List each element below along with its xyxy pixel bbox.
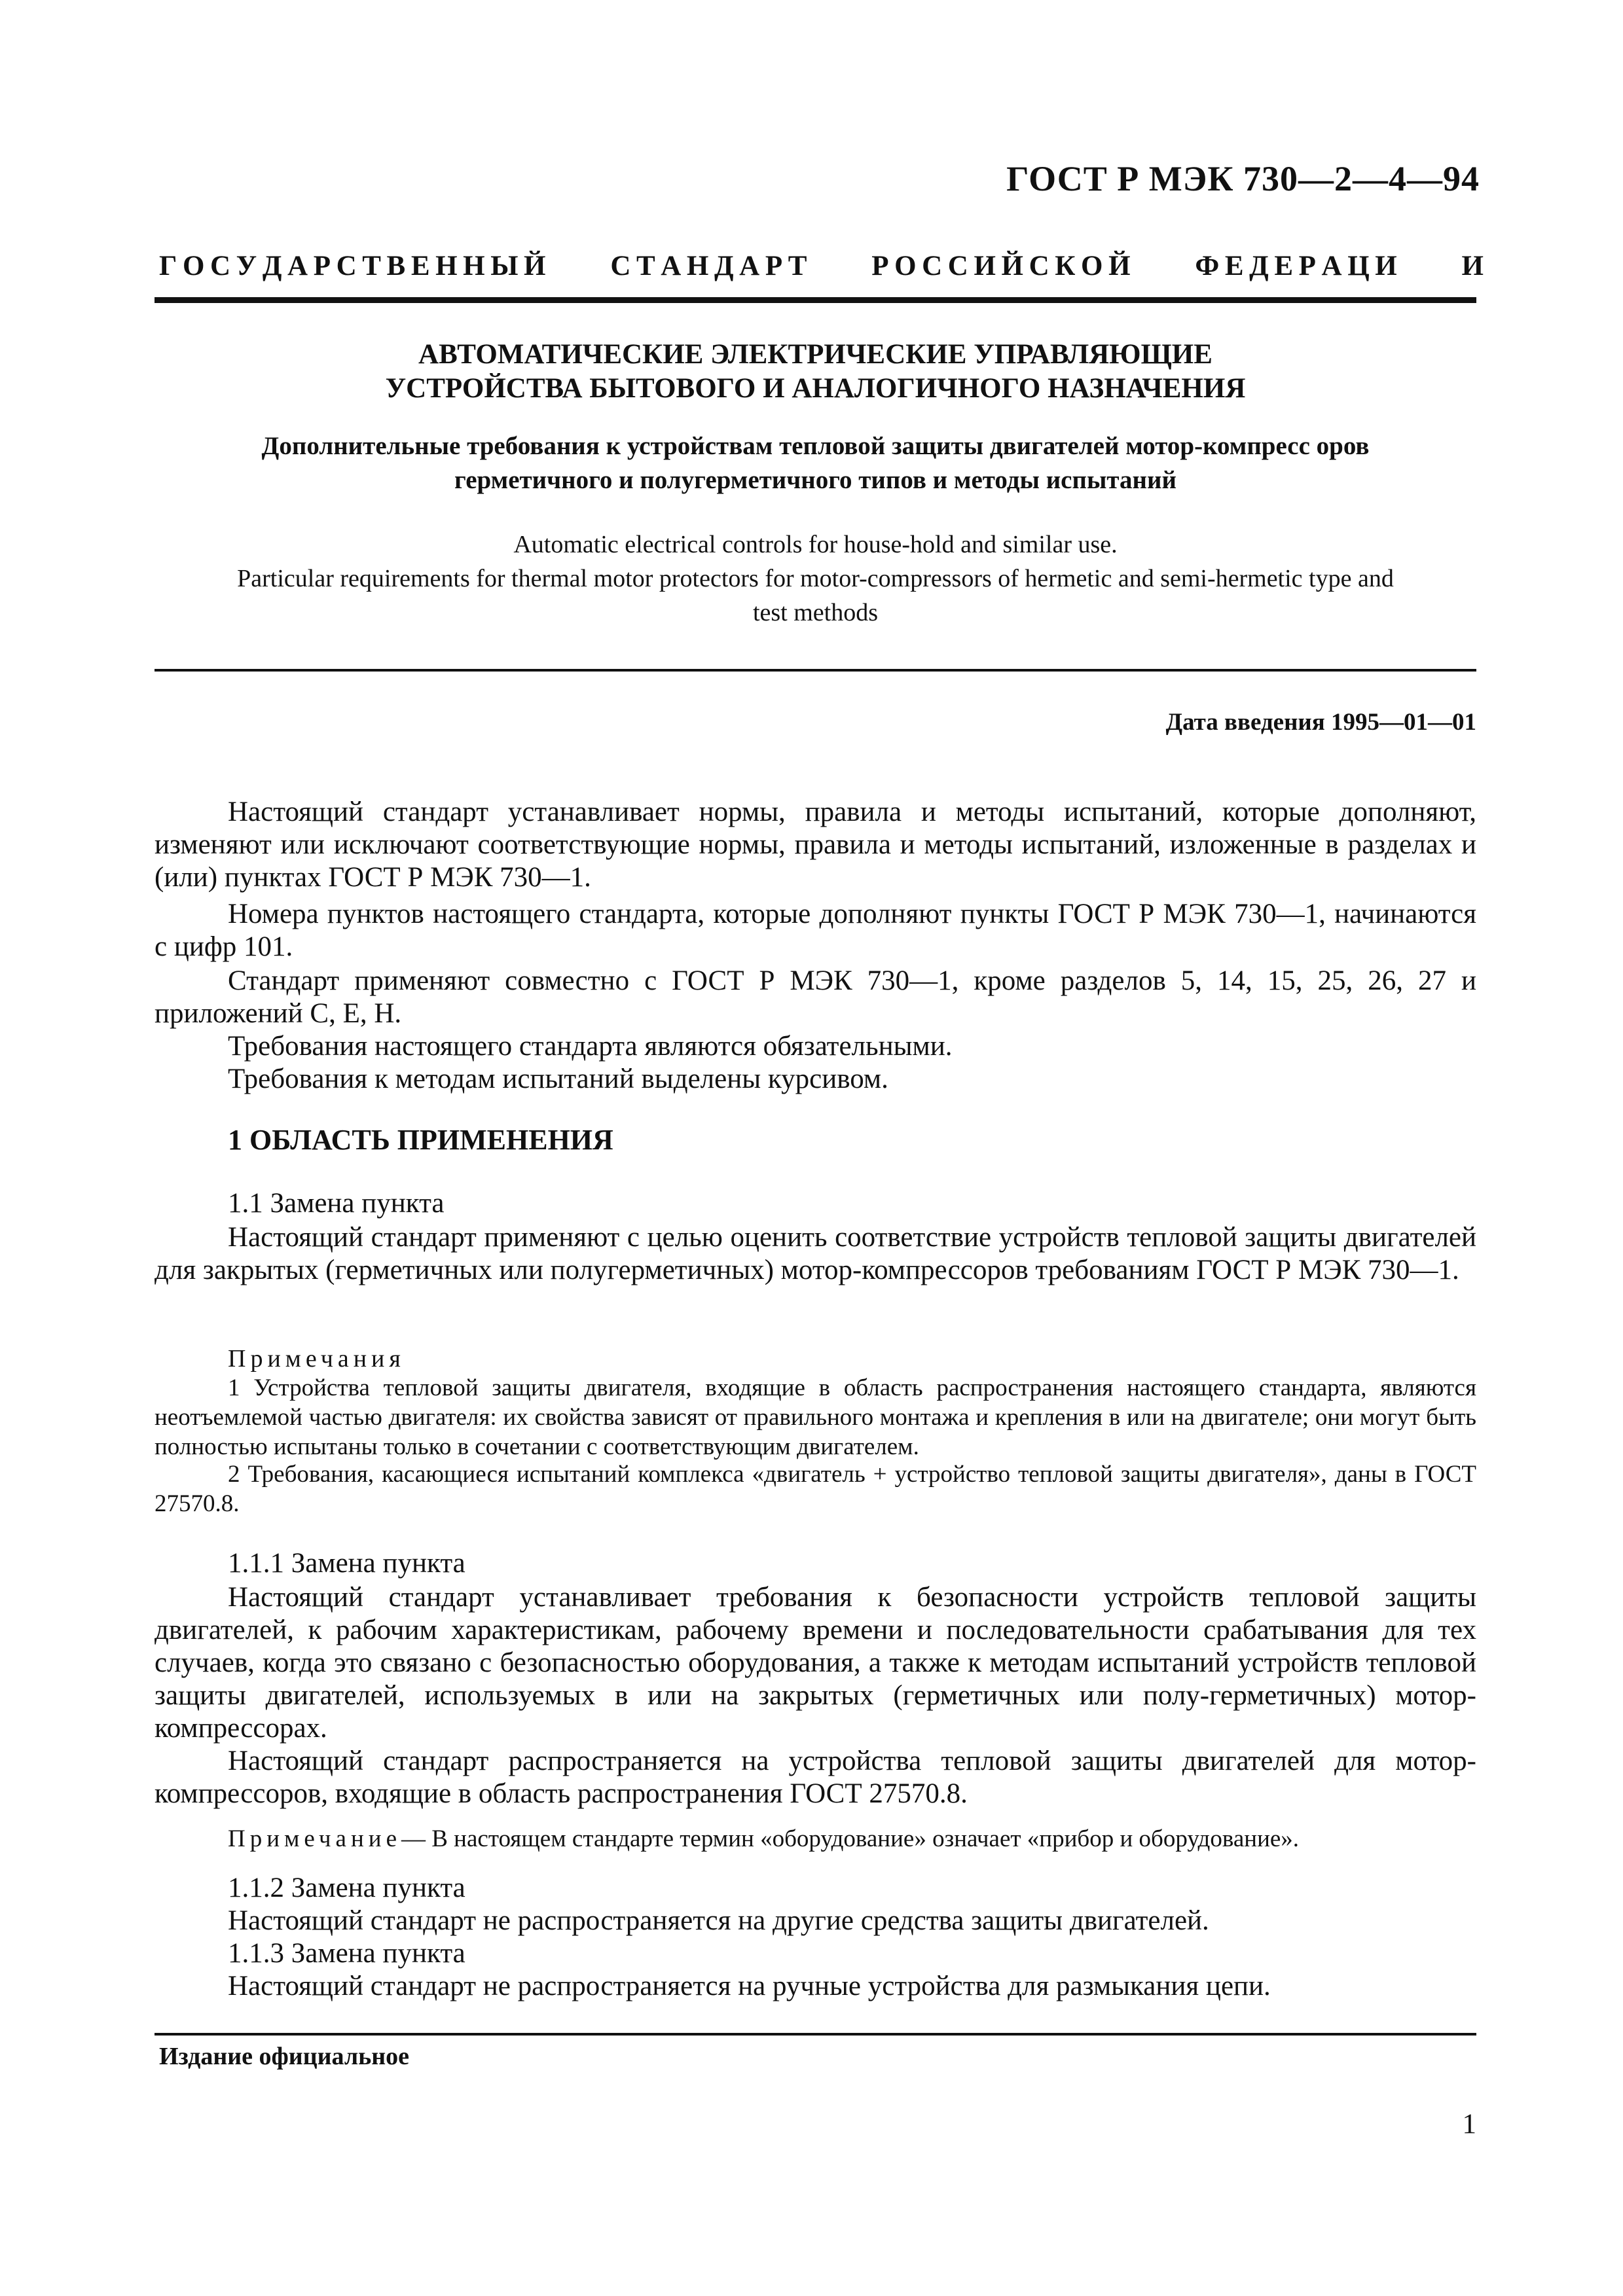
- state-standard-heading: [159, 250, 1484, 282]
- clause-1-1-1-heading: 1.1.1 Замена пункта: [228, 1548, 465, 1579]
- official-edition-label: Издание официальное: [159, 2043, 410, 2070]
- clause-1-1-1-text: Настоящий стандарт устанавливает требования к безопасности устройств тепловой защиты двигателей, к рабочим характеристикам, рабочему времени и последовательности срабатывания для тех случаев, когда это связано с безопасностью оборудования, а также к методам испытаний устройств тепловой защиты двигателей, используемых в или на закрытых (герметичных или полу-герметичных) мотор-компрессорах.: [155, 1582, 1476, 1744]
- note-3-text: — В настоящем стандарте термин «оборудование» означает «прибор и оборудование».: [401, 1825, 1300, 1852]
- english-title-line-3: test methods: [752, 599, 879, 626]
- subtitle-line-2: герметичного и полугерметичного типов и методы испытаний: [454, 466, 1176, 494]
- state-standard-word: Р О С С И Й С К О Й: [871, 251, 1131, 281]
- note-3-label: Примечание: [228, 1825, 401, 1852]
- document-code: ГОСТ Р МЭК 730—2—4—94: [1006, 159, 1480, 198]
- english-title: [155, 528, 1476, 630]
- subtitle-line-1: Дополнительные требования к устройствам тепловой защиты двигателей мотор-компресс оров: [261, 432, 1370, 460]
- date-of-introduction: Дата введения 1995—01—01: [1165, 709, 1476, 736]
- page-number: 1: [1462, 2109, 1476, 2140]
- note-3: [228, 1825, 1299, 1853]
- document-title: [155, 338, 1476, 406]
- notes-heading: Примечания: [228, 1345, 405, 1372]
- clause-1-1-1-text-2: Настоящий стандарт распространяется на устройства тепловой защиты двигателей для мотор-компрессоров, входящие в область распространения ГОСТ 27570.8.: [155, 1746, 1476, 1809]
- state-standard-word: И: [1461, 251, 1484, 281]
- document-subtitle: [155, 429, 1476, 497]
- footer-rule: [155, 2033, 1476, 2036]
- intro-paragraph-4: Требования настоящего стандарта являются обязательными.: [228, 1031, 953, 1062]
- clause-1-1-text: Настоящий стандарт применяют с целью оценить соответствие устройств тепловой защиты двигателей для закрытых (герметичных или полугерметичных) мотор-компрессоров требованиям ГОСТ Р МЭК 730—1.: [155, 1222, 1476, 1285]
- title-line-2: УСТРОЙСТВА БЫТОВОГО И АНАЛОГИЧНОГО НАЗНАЧЕНИЯ: [385, 373, 1246, 404]
- intro-paragraph-3: Стандарт применяют совместно с ГОСТ Р МЭК 730—1, кроме разделов 5, 14, 15, 25, 26, 27 и приложений С, Е, Н.: [155, 965, 1476, 1029]
- note-1: 1 Устройства тепловой защиты двигателя, входящие в область распространения настоящего стандарта, являются неотъемлемой частью двигателя: их свойства зависят от правильного монтажа и крепления в или на двигателе; они могут быть полностью испытаны только в сочетании с соответствующим двигателем.: [155, 1374, 1476, 1460]
- english-title-line-2: Particular requirements for thermal motor protectors for motor-compressors of hermetic and semi-hermetic type and: [237, 565, 1394, 592]
- clause-1-1-2-heading: 1.1.2 Замена пункта: [228, 1873, 465, 1903]
- clause-1-1-2-text: Настоящий стандарт не распространяется на другие средства защиты двигателей.: [228, 1905, 1209, 1936]
- state-standard-word: Ф Е Д Е Р А Ц И: [1195, 251, 1397, 281]
- clause-1-1-heading: 1.1 Замена пункта: [228, 1188, 445, 1219]
- title-line-1: АВТОМАТИЧЕСКИЕ ЭЛЕКТРИЧЕСКИЕ УПРАВЛЯЮЩИЕ: [418, 339, 1213, 370]
- clause-1-1-3-heading: 1.1.3 Замена пункта: [228, 1938, 465, 1969]
- note-2: 2 Требования, касающиеся испытаний комплекса «двигатель + устройство тепловой защиты двигателя», даны в ГОСТ 27570.8.: [155, 1461, 1476, 1517]
- state-standard-word: С Т А Н Д А Р Т: [610, 251, 807, 281]
- clause-1-1-3-text: Настоящий стандарт не распространяется на ручные устройства для размыкания цепи.: [228, 1971, 1271, 2001]
- intro-paragraph-1: Настоящий стандарт устанавливает нормы, правила и методы испытаний, которые дополняют, изменяют или исключают соответствующие нормы, правила и методы испытаний, изложенные в разделах и (или) пунктах ГОСТ Р МЭК 730—1.: [155, 797, 1476, 893]
- intro-paragraph-5: Требования к методам испытаний выделены курсивом.: [228, 1064, 888, 1094]
- section-1-heading: 1 ОБЛАСТЬ ПРИМЕНЕНИЯ: [228, 1124, 613, 1156]
- english-title-line-1: Automatic electrical controls for house-hold and similar use.: [513, 531, 1118, 558]
- header-rule: [155, 297, 1476, 303]
- state-standard-word: Г О С У Д А Р С Т В Е Н Н Ы Й: [159, 251, 546, 281]
- intro-paragraph-2: Номера пунктов настоящего стандарта, которые дополняют пункты ГОСТ Р МЭК 730—1, начинаются с цифр 101.: [155, 899, 1476, 962]
- title-rule: [155, 669, 1476, 672]
